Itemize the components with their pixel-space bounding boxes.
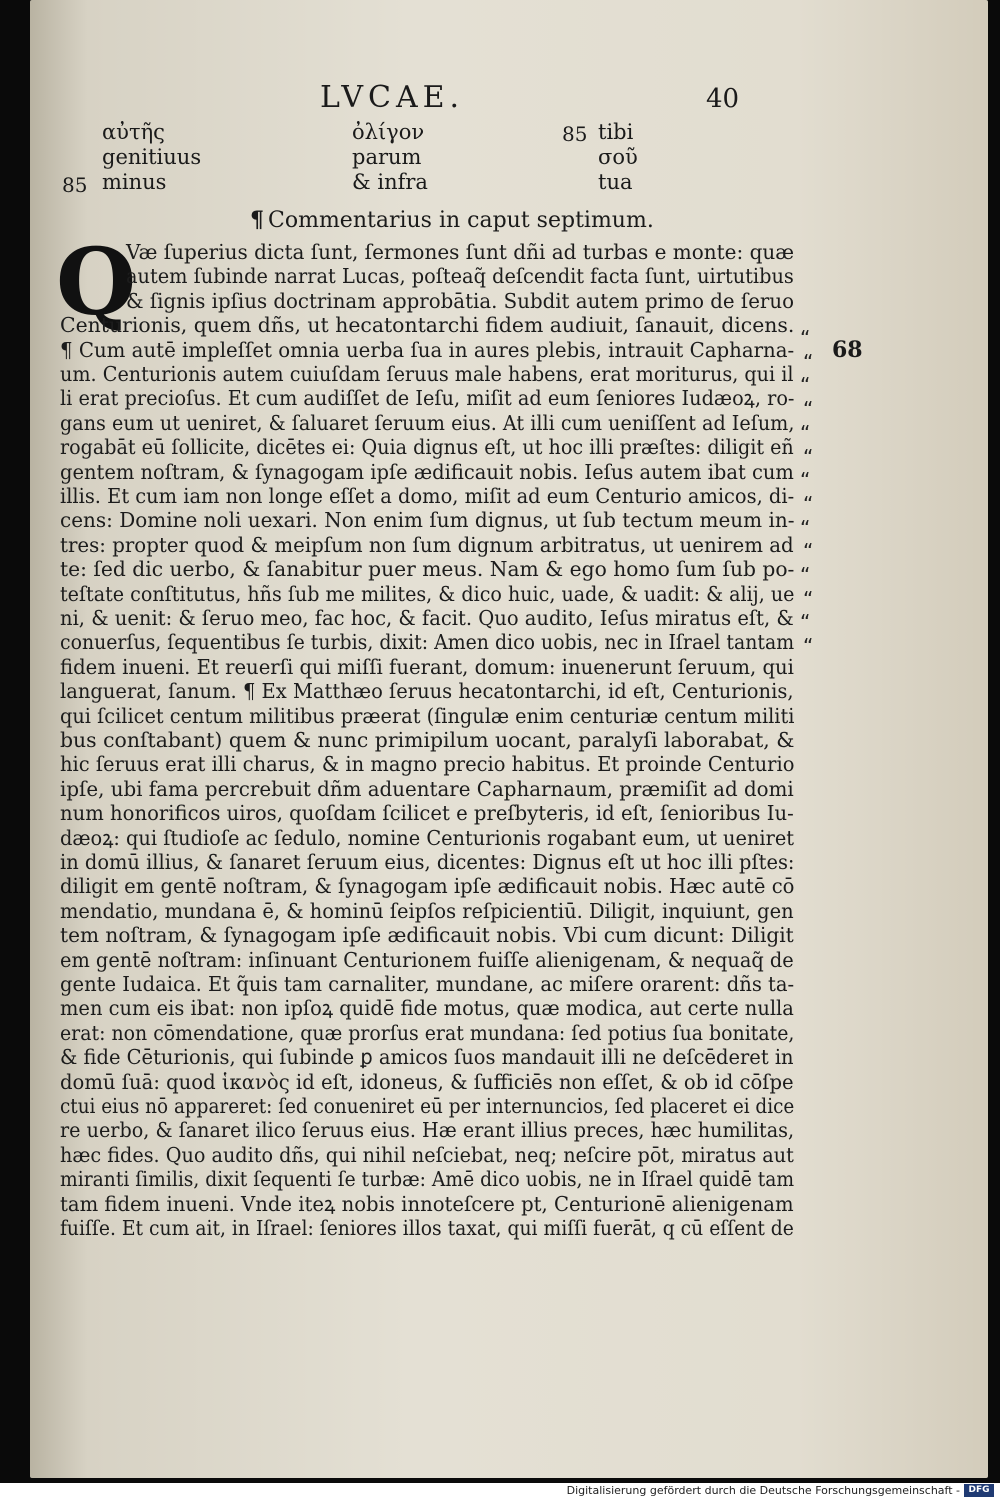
quote-mark: “ — [800, 563, 811, 587]
text-line: & fide Cēturionis, qui ſubinde ꝑ amicos ſuos mandauit illi ne deſcēderet in — [60, 1045, 794, 1070]
pilcrow-icon: ¶ — [250, 207, 264, 233]
text-line: conuerſus, ſequentibus ſe turbis, dixit: Amen dico uobis, nec in Iſrael tantam — [60, 630, 795, 655]
quote-mark: “ — [803, 634, 814, 659]
quote-mark: “ — [800, 515, 811, 540]
text-line: teſtate conſtitutus, hñs ſub me milites, & dico huic, uade, & uadit: & alij, ue — [60, 581, 795, 606]
text-line: dæoꝝ: qui ſtudioſe ac ſedulo, nomine Centurionis rogabant eum, ut ueniret — [60, 825, 795, 850]
text-line: fuiſſe. Et cum ait, in Iſrael: ſeniores illos taxat, qui miſſi fuerāt, q cū eſſent de — [60, 1216, 794, 1240]
text-line: tem noſtram, & ſynagogam ipſe ædificauit nobis. Vbi cum dicunt: Diligit — [60, 923, 794, 948]
running-head: LVCAE. — [320, 80, 465, 115]
gloss-word: parum — [352, 145, 422, 169]
quote-mark: “ — [803, 491, 814, 516]
gloss-word: & infra — [352, 170, 428, 194]
gloss-word: σοῦ — [598, 145, 638, 169]
chapter-title-text: Commentarius in caput septimum. — [268, 208, 654, 233]
gloss-word: tibi — [598, 120, 634, 144]
text-line: bus conſtabant) quem & nunc primipilum uocant, paralyſi laborabat, & — [60, 728, 795, 752]
text-line: Væ ſuperius dicta ſunt, ſermones ſunt dñi ad turbas e monte: quæ — [126, 240, 795, 264]
text-line: hæc fides. Quo audito dñs, qui nihil neſciebat, neq; neſcire pōt, miratus aut — [60, 1142, 794, 1167]
gloss-word: αὐτῆς — [102, 120, 165, 144]
page-number: 40 — [706, 84, 740, 114]
text-line: illis. Et cum iam non longe eſſet a domo, miſit ad eum Centurio amicos, di- — [60, 484, 795, 508]
chapter-title — [250, 207, 654, 233]
text-line: cens: Domine noli uexari. Non enim ſum dignus, ut ſub tectum meum in- — [60, 508, 795, 533]
text-line: languerat, ſanum. ¶ Ex Matthæo ſeruus hecatontarchi, id eſt, Centurionis, — [60, 679, 794, 704]
text-line: miranti ſimilis, dixit ſequenti ſe turbæ: Amē dico uobis, ne in Iſrael quidē tam — [60, 1167, 795, 1192]
gloss-column-3 — [598, 120, 638, 195]
gloss-column-2 — [352, 120, 428, 195]
text-line: rogabāt eū ſollicite, dicētes ei: Quia dignus eſt, ut hoc illi præſtes: diligit eñ — [60, 435, 794, 460]
text-line: in domū illius, & ſanaret ſeruum eius, dicentes: Dignus eſt ut hoc illi pſtes: — [60, 850, 795, 874]
gloss-word: genitiuus — [102, 145, 202, 169]
text-line: domū ſuā: quod ἱκανὸς id eſt, idoneus, & ſufficiēs non eſſet, & ob id cōſpe — [60, 1069, 794, 1094]
text-line: em gentē noſtram: inſinuant Centurionem fuiſſe alienigenam, & nequaq̃ de — [60, 947, 794, 972]
gloss-column-1 — [102, 120, 201, 195]
text-line: ctui eius nō appareret: ſed conueniret eū per internuncios, ſed placeret ei dice — [60, 1094, 795, 1118]
text-line: gente Iudaica. Et q̃uis tam carnaliter, mundane, ac miſere orarent: dñs ta- — [60, 972, 795, 996]
gloss-number-mid: 85 — [562, 122, 588, 146]
gloss-word: tua — [598, 170, 633, 194]
quote-mark: “ — [800, 373, 811, 398]
text-line: li erat precioſus. Et cum audiſſet de Ieſu, miſit ad eum ſeniores Iudæoꝝ, ro- — [60, 386, 795, 411]
text-line: num honorificos uiros, quoſdam ſcilicet e preſbyteris, id eſt, ſenioribus Iu- — [60, 801, 794, 826]
quote-mark: “ — [800, 468, 811, 493]
text-line: gentem noſtram, & ſynagogam ipſe ædificauit nobis. Ieſus autem ibat cum — [60, 459, 794, 484]
text-line: mendatio, mundana ē, & hominū ſeipſos reſpicientiū. Diligit, inquiunt, gen — [60, 898, 794, 923]
text-line: hic ſeruus erat illi charus, & in magno precio habitus. Et proinde Centurio — [60, 752, 795, 777]
quote-mark: “ — [803, 349, 814, 374]
text-line: re uerbo, & ſanaret ilico ſeruus eius. Hæ erant illius preces, hæc humilitas, — [60, 1118, 795, 1143]
text-line: um. Centurionis autem cuiuſdam ſeruus male habens, erat moriturus, qui il — [60, 362, 794, 386]
quote-mark: “ — [803, 539, 814, 564]
quote-mark: “ — [800, 326, 811, 350]
margin-note: 68 — [832, 337, 863, 363]
text-line: ni, & uenit: & ſeruo meo, fac hoc, & facit. Quo audito, Ieſus miratus eſt, & — [60, 606, 794, 630]
text-line: diligit em gentē noſtram, & ſynagogam ipſe ædificauit nobis. Hæc autē cō — [60, 874, 795, 899]
gloss-word: ὀλίγον — [352, 120, 425, 144]
quote-mark: “ — [800, 420, 811, 445]
text-line: te: ſed dic uerbo, & ſanabitur puer meus. Nam & ego homo ſum ſub po- — [60, 557, 795, 582]
text-line: gans eum ut ueniret, & ſaluaret ſeruum eius. At illi cum ueniſſent ad Ieſum, — [60, 410, 795, 435]
quote-mark: “ — [803, 397, 814, 422]
quote-mark: “ — [803, 586, 814, 611]
quote-mark: “ — [800, 610, 811, 635]
text-line: autem ſubinde narrat Lucas, poſteaq̃ deſcendit facta ſunt, uirtutibus — [126, 264, 794, 289]
text-line: tam fidem inueni. Vnde iteꝝ nobis innoteſcere pt, Centurionē alienigenam — [60, 1191, 794, 1216]
text-line: erat: non cōmendatione, quæ prorſus erat mundana: ſed potius ſua bonitate, — [60, 1020, 795, 1045]
gloss-number-left: 85 — [62, 173, 88, 197]
text-line: fidem inueni. Et reuerſi qui miſſi fuerant, domum: inuenerunt ſeruum, qui — [60, 654, 794, 679]
footer-credit: Digitalisierung gefördert durch die Deutsche Forschungsgemeinschaft - — [566, 1484, 960, 1497]
dfg-logo: DFG — [964, 1484, 994, 1497]
text-line: tres: propter quod & meipſum non ſum dignum arbitratus, ut uenirem ad — [60, 532, 794, 557]
text-line: ¶ Cum autē impleſſet omnia uerba ſua in aures plebis, intrauit Capharna- — [60, 337, 795, 362]
text-line: Centurionis, quem dñs, ut hecatontarchi fidem audiuit, ſanauit, dicens. — [60, 313, 795, 338]
quote-mark: “ — [803, 444, 814, 469]
text-line: men cum eis ibat: non ipſoꝝ quidē fide motus, quæ modica, aut certe nulla — [60, 996, 794, 1021]
text-line: & ſignis ipſius doctrinam approbātia. Subdit autem primo de ſeruo — [126, 288, 794, 313]
text-line: ipſe, ubi fama percrebuit dñm aduentare Capharnaum, præmiſit ad domi — [60, 776, 794, 801]
drop-cap-initial: Q — [56, 228, 137, 336]
gloss-word: minus — [102, 170, 167, 194]
text-line: qui ſcilicet centum militibus præerat (ſingulæ enim centuriæ centum militi — [60, 703, 795, 728]
